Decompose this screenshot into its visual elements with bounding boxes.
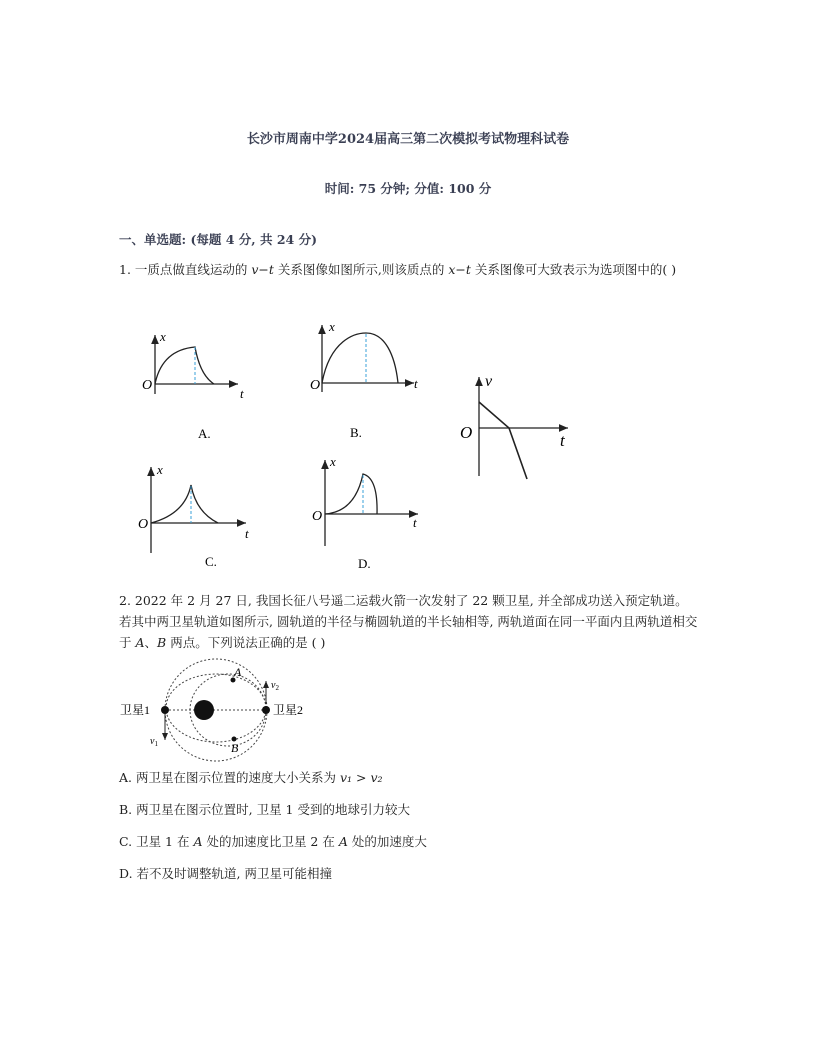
earth [194,700,214,720]
graph-c-x-label: x [157,462,163,477]
question-2-option-b: B. 两卫星在图示位置时, 卫星 1 受到的地球引力较大 [119,802,410,817]
option-b-label: B. [350,425,362,440]
graph-a [142,329,244,441]
graph-b-origin: O [310,378,321,393]
graph-d [312,454,418,571]
vt-graph [460,373,568,479]
satellite-2 [262,706,270,714]
vt-graph-origin: O [460,423,473,442]
vt-graph-v-label: v [485,373,493,390]
exam-info: 时间: 75 分钟; 分值: 100 分 [324,181,492,196]
point-a-label: A [234,665,242,679]
section-heading: 一、单选题: (每题 4 分, 共 24 分) [119,232,317,247]
question-2-option-d: D. 若不及时调整轨道, 两卫星可能相撞 [119,866,332,881]
graph-c-origin: O [138,517,149,532]
velocity-relation: v₁ > v₂ [339,770,383,785]
option-a-label: A. [198,426,211,441]
v2-label: $v_2$ [271,680,279,692]
question-2-option-c: C. 卫星 1 在 A 处的加速度比卫星 2 在 A 处的加速度大 [119,834,427,849]
question-2-option-a: A. 两卫星在图示位置的速度大小关系为 v₁ > v₂ [119,770,383,785]
xt-expression: x−t [448,262,471,277]
graph-a-origin: O [142,378,153,393]
point-a-text: A [135,635,145,650]
graph-c [138,462,249,569]
satellite-1 [161,706,169,714]
option-c-label: C. [205,554,217,569]
graph-c-t-label: t [245,526,249,541]
graph-a-t-label: t [240,386,244,401]
point-b-text: B [157,635,167,650]
question-1-text: 1. 一质点做直线运动的 v−t 关系图像如图所示,则该质点的 x−t 关系图像可大致表示为选项图中的( ) [119,262,677,277]
satellite-2-label: 卫星2 [273,703,304,717]
graph-d-origin: O [312,509,323,524]
option-d-label: D. [358,556,371,571]
v1-label: $v_1$ [150,736,158,748]
graph-a-x-label: x [160,329,166,344]
vt-graph-t-label: t [560,431,565,450]
orbit-diagram [120,659,303,761]
page-title: 长沙市周南中学2024届高三第二次模拟考试物理科试卷 [246,132,570,147]
graph-b-x-label: x [329,319,335,334]
vt-expression: v−t [251,262,274,277]
graph-d-x-label: x [330,454,336,469]
graph-b [310,319,418,440]
point-b-label: B [231,741,239,755]
graph-b-t-label: t [414,376,418,391]
satellite-1-label: 卫星1 [120,703,151,717]
graph-d-t-label: t [413,515,417,530]
question-2-text: 2. 2022 年 2 月 27 日, 我国长征八号遥二运载火箭一次发射了 22 颗卫星, 并全部成功送入预定轨道。若其中两卫星轨道如图所示, 圆轨道的半径与椭圆轨道的半长轴相等, 两轨道面在同一平面内且两轨道相交于 A、B 两点。下列说法正确的是 ( ) [119,593,698,650]
